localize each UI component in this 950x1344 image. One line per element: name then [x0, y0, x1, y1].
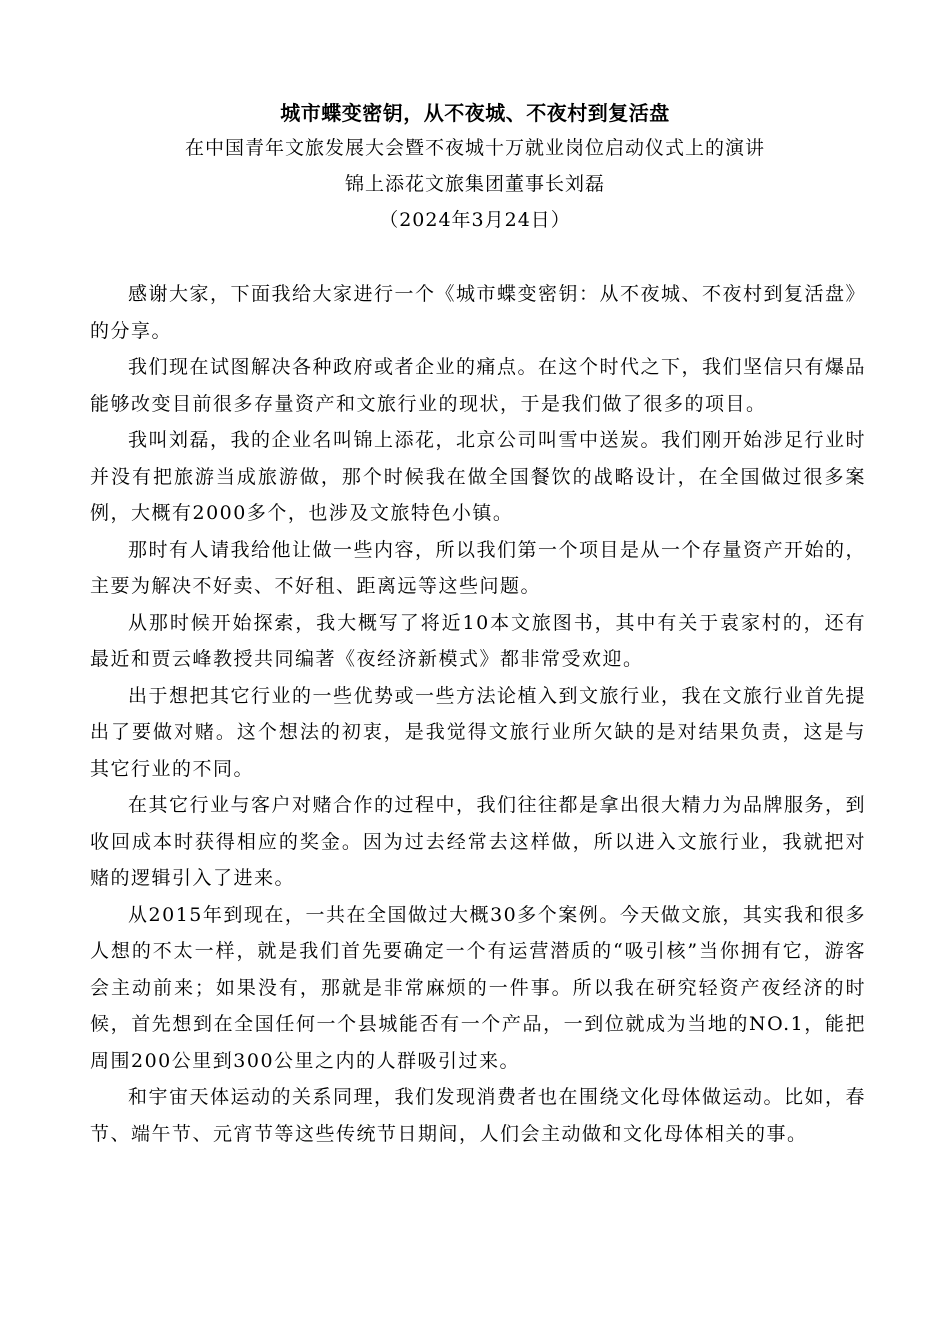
document-body: [90, 276, 866, 1152]
paragraph: 在其它行业与客户对赌合作的过程中，我们往往都是拿出很大精力为品牌服务，到收回成本时获得相应的奖金。因为过去经常去这样做，所以进入文旅行业，我就把对赌的逻辑引入了进来。: [90, 794, 867, 889]
document-header: [90, 96, 860, 238]
paragraph: 出于想把其它行业的一些优势或一些方法论植入到文旅行业，我在文旅行业首先提出了要做对赌。这个想法的初衷，是我觉得文旅行业所欠缺的是对结果负责，这是与其它行业的不同。: [90, 684, 867, 780]
paragraph: 和宇宙天体运动的关系同理，我们发现消费者也在围绕文化母体做运动。比如，春节、端午节、元宵节等这些传统节日期间，人们会主动做和文化母体相关的事。: [90, 1086, 867, 1145]
paragraph: 那时有人请我给他让做一些内容，所以我们第一个项目是从一个存量资产开始的，主要为解决不好卖、不好租、距离远等这些问题。: [90, 538, 867, 597]
paragraph: 感谢大家，下面我给大家进行一个《城市蝶变密钥：从不夜城、不夜村到复活盘》的分享。: [90, 283, 867, 342]
paragraph: 我叫刘磊，我的企业名叫锦上添花，北京公司叫雪中送炭。我们刚开始涉足行业时并没有把旅游当成旅游做，那个时候我在做全国餐饮的战略设计，在全国做过很多案例，大概有2000多个，也涉及文旅特色小镇。: [90, 429, 867, 524]
document-title: 城市蝶变密钥，从不夜城、不夜村到复活盘: [280, 101, 670, 125]
speech-date: （2024年3月24日）: [379, 209, 571, 231]
paragraph: 从2015年到现在，一共在全国做过大概30多个案例。今天做文旅，其实我和很多人想的不太一样，就是我们首先要确定一个有运营潜质的“吸引核”当你拥有它，游客会主动前来；如果没有，那就是非常麻烦的一件事。所以我在研究轻资产夜经济的时候，首先想到在全国任何一个县城能否有一个产品，一到位就成为当地的NO.1，能把周围200公里到300公里之内的人群吸引过来。: [90, 903, 866, 1072]
document-subtitle: 在中国青年文旅发展大会暨不夜城十万就业岗位启动仪式上的演讲: [184, 137, 765, 159]
paragraph: 从那时候开始探索，我大概写了将近10本文旅图书，其中有关于袁家村的，还有最近和贾云峰教授共同编著《夜经济新模式》都非常受欢迎。: [90, 611, 866, 670]
paragraph: 我们现在试图解决各种政府或者企业的痛点。在这个时代之下，我们坚信只有爆品能够改变目前很多存量资产和文旅行业的现状，于是我们做了很多的项目。: [90, 356, 867, 415]
speaker-line: 锦上添花文旅集团董事长刘磊: [344, 173, 605, 195]
